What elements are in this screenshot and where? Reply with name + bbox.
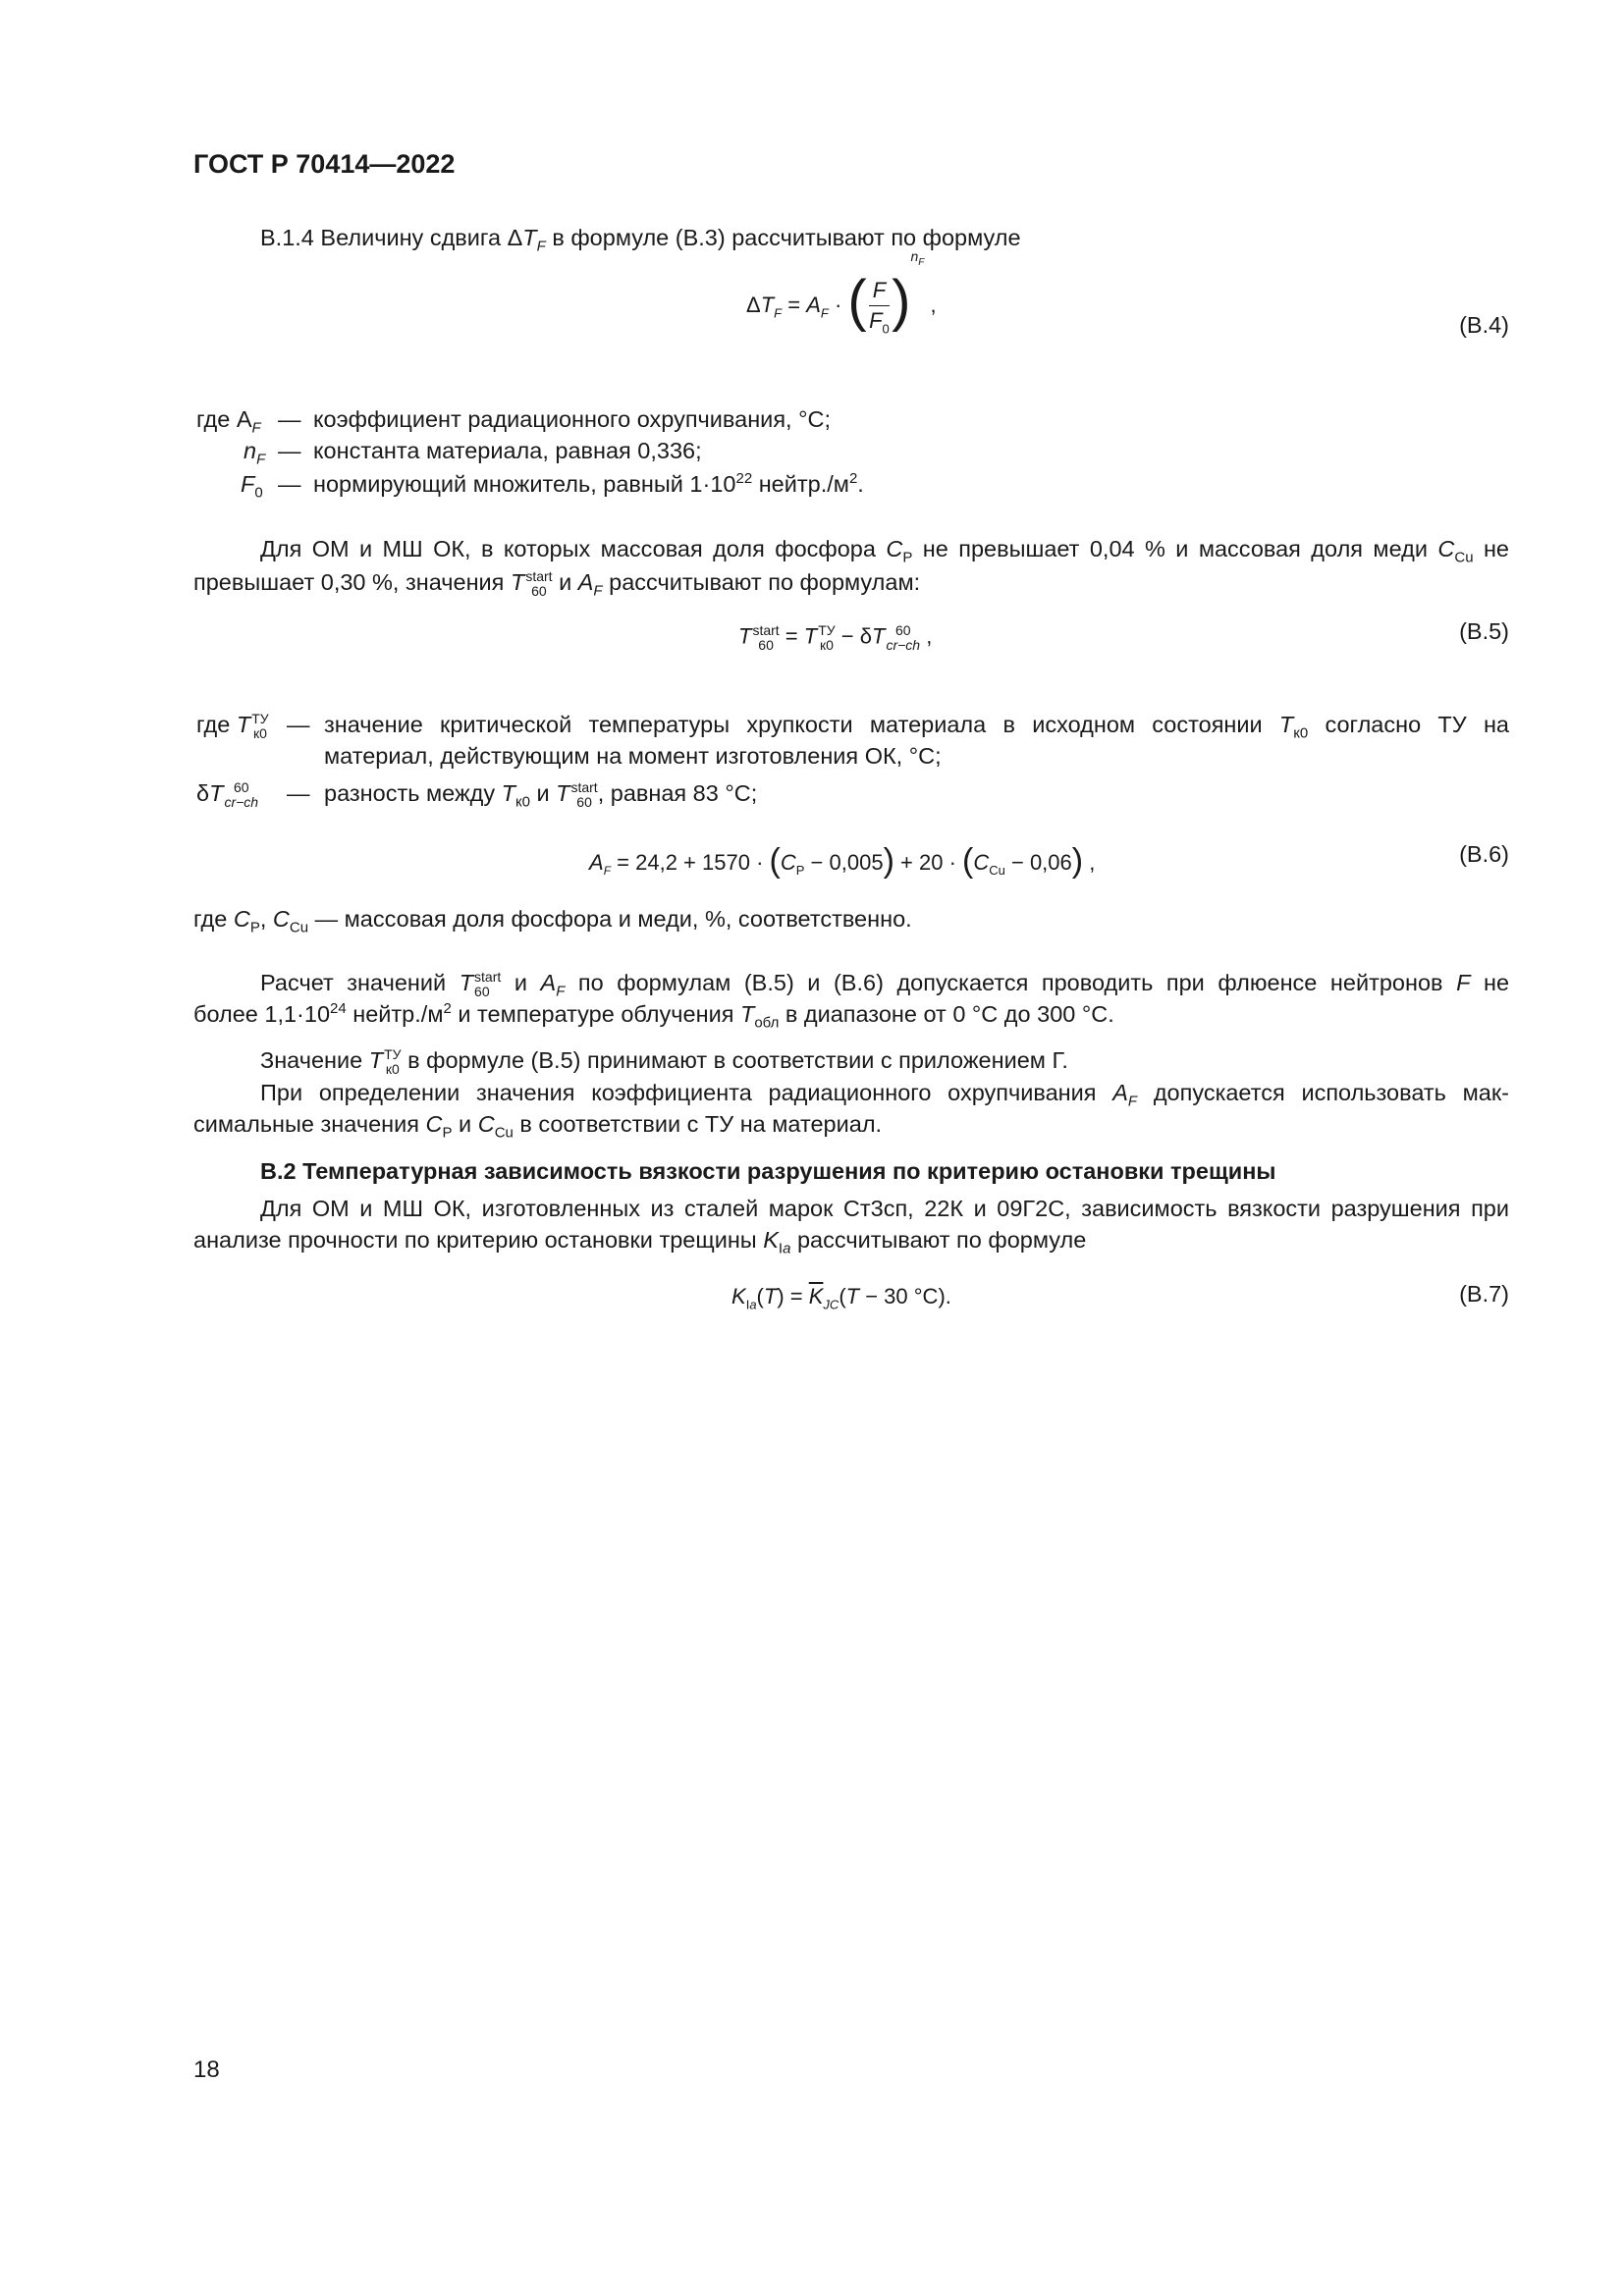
document-header: ГОСТ Р 70414—2022 (193, 149, 456, 179)
where-label-nf: $n_F$ (244, 438, 266, 468)
equation-number-b6: (В.6) (1459, 841, 1509, 867)
where-label-delta-t: δT 60 cr−ch (196, 779, 259, 811)
tk0-description-line1: значение критической температуры хрупкости материала в исходном состоянии $T_{к0}$ согласно ТУ на (324, 712, 1510, 742)
paragraph-max-line2: симальные значения $C_P$ и $C_{Cu}$ в соответствии с ТУ на материал. (193, 1111, 883, 1142)
where-cp-ccu: где $C_P$, $C_{Cu}$ — массовая доля фосфора и меди, %, соответственно. (193, 906, 912, 936)
paragraph-phosphorus-line1: Для ОМ и МШ ОК, в которых массовая доля фосфора $C_P$ не превышает 0,04 % и массовая доля меди $C_{Cu}$ не (260, 536, 1510, 566)
paragraph-b14: В.1.4 Величину сдвига $\Delta T_F$ в формуле (В.3) рассчитывают по формуле (260, 225, 1021, 255)
paragraph-steels-line2: анализе прочности по критерию остановки трещины $K_{Ia}$ рассчитывают по формуле (193, 1227, 1087, 1257)
paragraph-calc-line1: Расчет значений T start 60 и $A_F$ по формулам (В.5) и (В.6) допускается проводить при флюенсе нейтронов F не (260, 969, 1510, 1000)
formula-b5: T start 60 = T ТУ к0 − δT 60 cr−ch , (738, 622, 933, 653)
dash: — (287, 712, 310, 737)
dash: — (278, 471, 301, 497)
af-description: коэффициент радиационного охрупчивания, °С; (313, 406, 831, 432)
where-label-tk0: где T ТУ к0 (196, 711, 269, 742)
nf-description: константа материала, равная 0,336; (313, 438, 702, 463)
section-title-b2: В.2 Температурная зависимость вязкости разрушения по критерию остановки трещины (260, 1158, 1276, 1184)
paragraph-calc-line2: более $1,1\cdot 10^{24}$ $нейтр./м^2$ и температуре облучения $T_{обл}$ в диапазоне от 0 °С до 300 °С. (193, 1000, 1114, 1032)
equation-number-b4: (В.4) (1459, 312, 1509, 338)
equation-number-b5: (В.5) (1459, 618, 1509, 644)
formula-b4: $\Delta T_F = A_F$ · ( $\frac{F}{F_0}$ )$^{n_F}$ , (746, 248, 937, 336)
equation-number-b7: (В.7) (1459, 1281, 1509, 1307)
page-number: 18 (193, 2056, 220, 2083)
f0-description: нормирующий множитель, равный $1\cdot 10^{22}$ $нейтр./м^2$. (313, 470, 864, 497)
paragraph-phosphorus-line2: превышает 0,30 %, значения T start 60 и $A_F$ рассчитывают по формулам: (193, 568, 921, 600)
formula-b7: $K_{Ia}(T) = \overline{K}_{JC}(T - 30$ °С). (731, 1284, 951, 1312)
where-label-f0: $F_0$ (241, 471, 263, 502)
tk0-description-line2: материал, действующим на момент изготовления ОК, °С; (324, 743, 942, 769)
dash: — (278, 406, 301, 432)
paragraph-max-line1: При определении значения коэффициента радиационного охрупчивания $A_F$ допускается использовать мак- (260, 1080, 1509, 1110)
paragraph-steels-line1: Для ОМ и МШ ОК, изготовленных из сталей марок Ст3сп, 22К и 09Г2С, зависимость вязкости разрушения при (260, 1196, 1509, 1221)
dash: — (278, 438, 301, 463)
paragraph-value: Значение T ТУ к0 в формуле (В.5) принимают в соответствии с приложением Г. (260, 1046, 1068, 1078)
dash: — (287, 780, 310, 806)
delta-t-description: разность между $T_{к0}$ и T start 60 , равная 83 °С; (324, 779, 758, 811)
formula-b6: $A_F = 24,2 + 1570 \cdot (C_P - 0,005) + 20 \cdot (C_{Cu} - 0,06)$ , (589, 842, 1096, 880)
where-label-af: где $А_F$ (196, 406, 261, 437)
